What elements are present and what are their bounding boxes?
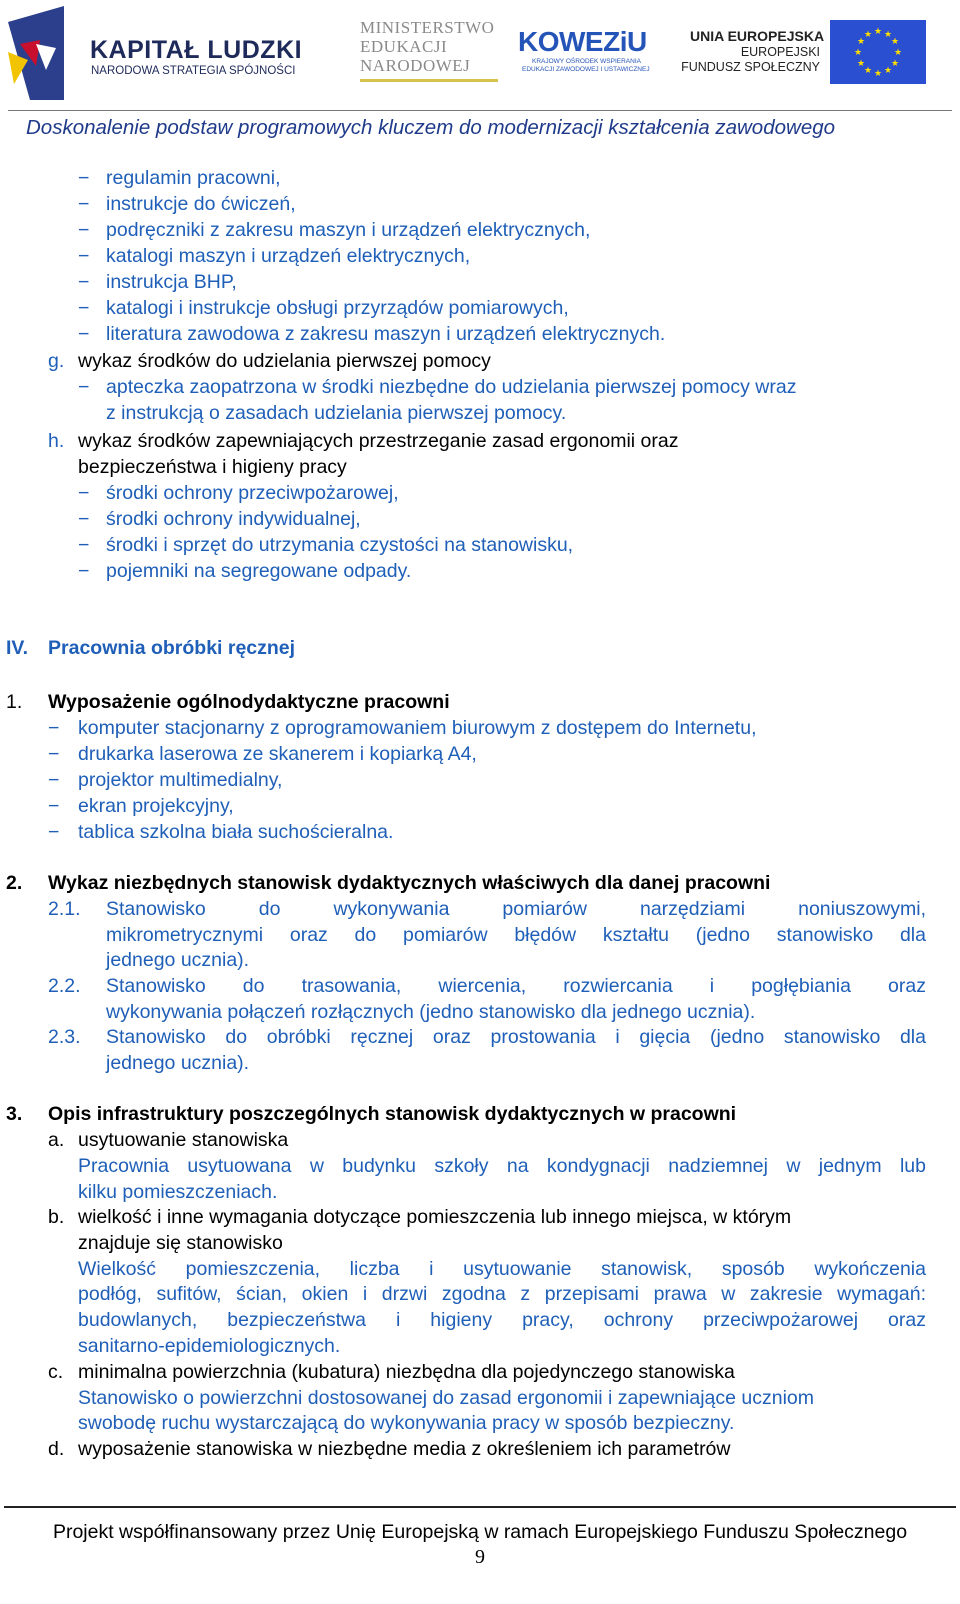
eu-logo-line1: UNIA EUROPEJSKA (690, 28, 825, 44)
list-item-text: katalogi maszyn i urządzeń elektrycznych, (106, 245, 471, 267)
running-title: Doskonalenie podstaw programowych kluczem do modernizacji kształcenia zawodowego (26, 116, 836, 139)
item-b-body: budowlanych, bezpieczeństwa i higieny pracy, ochrony przeciwpożarowej oraz (78, 1309, 926, 1331)
svg-text:★: ★ (890, 37, 900, 47)
item-a-title: usytuowanie stanowiska (78, 1129, 289, 1151)
item-h-label: h. (48, 430, 65, 452)
item-b-body: sanitarno-epidemiologicznych. (78, 1335, 341, 1357)
page-number: 9 (475, 1546, 485, 1568)
koweziu-logo-sub2: EDUKACJI ZAWODOWEJ I USTAWICZNEJ (522, 66, 650, 73)
list-item: − (48, 821, 60, 843)
men-logo-line3: NARODOWEJ (360, 56, 471, 75)
svg-text:★: ★ (863, 66, 873, 76)
kapital-ludzki-title: KAPITAŁ LUDZKI (90, 36, 303, 64)
subsection-number: 3. (6, 1103, 23, 1125)
list-item: − (48, 795, 60, 817)
list-item-text: apteczka zaopatrzona w środki niezbędne do udzielania pierwszej pomocy wraz (106, 376, 797, 398)
list-item: − (78, 193, 90, 215)
section-number: IV. (6, 637, 29, 659)
list-item-text: projektor multimedialny, (78, 769, 283, 791)
item-c-title: minimalna powierzchnia (kubatura) niezbędna dla pojedynczego stanowiska (78, 1361, 735, 1383)
item-b-body: Wielkość pomieszczenia, liczba i usytuowanie stanowisk, sposób wykończenia (78, 1258, 926, 1280)
item-text: mikrometrycznymi oraz do pomiarów błędów kształtu (jedno stanowisko dla (106, 924, 926, 946)
svg-text:★: ★ (856, 37, 866, 47)
svg-text:★: ★ (873, 27, 883, 37)
list-item: − (48, 743, 60, 765)
item-b-body: podłóg, sufitów, ścian, okien i drzwi zgodna z przepisami prawa w zakresie wymagań: (78, 1283, 926, 1305)
item-text: Stanowisko do wykonywania pomiarów narzędziami noniuszowymi, (106, 898, 926, 920)
list-item-text: tablica szkolna biała suchościeralna. (78, 821, 394, 843)
subsection-title: Opis infrastruktury poszczególnych stanowisk dydaktycznych w pracowni (48, 1103, 737, 1125)
kapital-ludzki-subtitle: NARODOWA STRATEGIA SPÓJNOŚCI (91, 65, 296, 77)
list-item-text: instrukcja BHP, (106, 271, 237, 293)
list-item: − (78, 271, 90, 293)
koweziu-logo: KOWEZiU (518, 26, 647, 57)
list-item: − (48, 769, 60, 791)
list-item: − (78, 219, 90, 241)
list-item-text: drukarka laserowa ze skanerem i kopiarką A4, (78, 743, 477, 765)
list-item-text: środki ochrony indywidualnej, (106, 508, 361, 530)
koweziu-logo-sub1: KRAJOWY OŚRODEK WSPIERANIA (532, 58, 641, 65)
item-a-body: kilku pomieszczeniach. (78, 1181, 278, 1203)
subsection-title: Wyposażenie ogólnodydaktyczne pracowni (48, 691, 450, 713)
header-divider (8, 110, 952, 111)
svg-text:★: ★ (856, 59, 866, 69)
eu-flag-icon (830, 20, 926, 84)
item-text: jednego ucznia). (106, 1052, 250, 1074)
svg-text:★: ★ (893, 48, 903, 58)
list-item-text: podręczniki z zakresu maszyn i urządzeń elektrycznych, (106, 219, 591, 241)
item-h-title: bezpieczeństwa i higieny pracy (78, 456, 347, 478)
item-a-body: Pracownia usytuowana w budynku szkoły na kondygnacji nadziemnej w jednym lub (78, 1155, 926, 1177)
eu-logo-line3: FUNDUSZ SPOŁECZNY (681, 60, 820, 74)
item-text: jednego ucznia). (106, 949, 250, 971)
list-item-text: katalogi i instrukcje obsługi przyrządów pomiarowych, (106, 297, 569, 319)
kapital-ludzki-logo (6, 4, 66, 104)
eu-logo-line2: EUROPEJSKI (740, 45, 820, 59)
item-g-label: g. (48, 350, 65, 372)
list-item-text: regulamin pracowni, (106, 167, 281, 189)
item-text: Stanowisko do obróbki ręcznej oraz prostowania i gięcia (jedno stanowisko dla (106, 1026, 926, 1048)
list-item: − (78, 482, 90, 504)
svg-text:★: ★ (883, 66, 893, 76)
item-text: wykonywania połączeń rozłącznych (jedno stanowisko dla jednego ucznia). (106, 1001, 756, 1023)
list-item-text: z instrukcją o zasadach udzielania pierwszej pomocy. (106, 402, 567, 424)
list-item: − (78, 245, 90, 267)
subsection-number: 1. (6, 691, 23, 713)
item-number: 2.3. (48, 1026, 81, 1048)
item-c-body: swobodę ruchu wystarczającą do wykonywania pracy w sposób bezpieczny. (78, 1412, 735, 1434)
item-d-title: wyposażenie stanowiska w niezbędne media z określeniem ich parametrów (78, 1438, 731, 1460)
svg-text:★: ★ (853, 48, 863, 58)
list-item-text: ekran projekcyjny, (78, 795, 234, 817)
item-b-title: znajduje się stanowisko (78, 1232, 283, 1254)
item-b-label: b. (48, 1206, 65, 1228)
header-logos (0, 0, 960, 112)
subsection-number: 2. (6, 872, 23, 894)
list-item: − (78, 323, 90, 345)
men-logo-line1: MINISTERSTWO (360, 18, 495, 37)
item-d-label: d. (48, 1438, 65, 1460)
item-c-label: c. (48, 1361, 64, 1383)
item-g-title: wykaz środków do udzielania pierwszej pomocy (78, 350, 491, 372)
list-item: − (78, 167, 90, 189)
item-number: 2.1. (48, 898, 81, 920)
svg-text:★: ★ (883, 30, 893, 40)
list-item-text: środki ochrony przeciwpożarowej, (106, 482, 399, 504)
men-logo-underline (360, 79, 498, 82)
item-number: 2.2. (48, 975, 81, 997)
section-title: Pracownia obróbki ręcznej (48, 637, 296, 659)
footer-text: Projekt współfinansowany przez Unię Europejską w ramach Europejskiego Funduszu Społecznego (52, 1521, 908, 1543)
list-item: − (48, 717, 60, 739)
svg-text:★: ★ (890, 59, 900, 69)
list-item-text: pojemniki na segregowane odpady. (106, 560, 412, 582)
footer-divider (4, 1506, 956, 1508)
item-h-title: wykaz środków zapewniających przestrzeganie zasad ergonomii oraz (78, 430, 679, 452)
list-item: − (78, 297, 90, 319)
item-b-title: wielkość i inne wymagania dotyczące pomieszczenia lub innego miejsca, w którym (78, 1206, 792, 1228)
list-item: − (78, 560, 90, 582)
item-c-body: Stanowisko o powierzchni dostosowanej do zasad ergonomii i zapewniające uczniom (78, 1387, 814, 1409)
svg-text:★: ★ (873, 69, 883, 79)
subsection-title: Wykaz niezbędnych stanowisk dydaktycznych właściwych dla danej pracowni (48, 872, 771, 894)
list-item: − (78, 534, 90, 556)
item-text: Stanowisko do trasowania, wiercenia, rozwiercania i pogłębiania oraz (106, 975, 926, 997)
men-logo-line2: EDUKACJI (360, 37, 448, 56)
list-item-text: środki i sprzęt do utrzymania czystości na stanowisku, (106, 534, 574, 556)
svg-text:★: ★ (863, 30, 873, 40)
list-item: − (78, 376, 90, 398)
item-a-label: a. (48, 1129, 65, 1151)
list-item-text: literatura zawodowa z zakresu maszyn i urządzeń elektrycznych. (106, 323, 666, 345)
list-item-text: komputer stacjonarny z oprogramowaniem biurowym z dostępem do Internetu, (78, 717, 757, 739)
list-item: − (78, 508, 90, 530)
list-item-text: instrukcje do ćwiczeń, (106, 193, 296, 215)
